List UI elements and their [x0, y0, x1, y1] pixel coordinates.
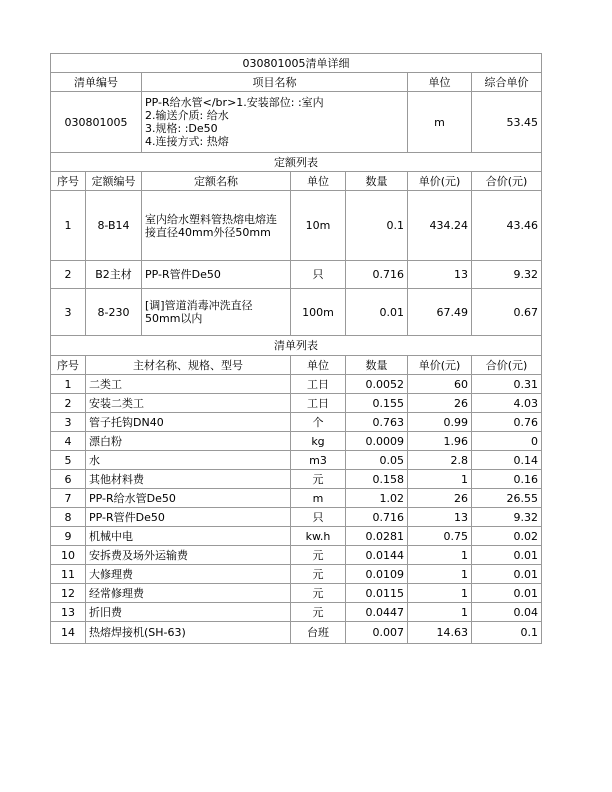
list-qty: 0.763 — [346, 413, 408, 432]
list-price: 14.63 — [408, 622, 472, 644]
list-name: 管子托钩DN40 — [86, 413, 291, 432]
quota-section-title: 定额列表 — [51, 153, 542, 172]
list-price: 0.99 — [408, 413, 472, 432]
list-seq: 8 — [51, 508, 86, 527]
list-unit: m3 — [291, 451, 346, 470]
quota-qty: 0.1 — [346, 191, 408, 261]
list-price: 1 — [408, 470, 472, 489]
list-qty: 0.0447 — [346, 603, 408, 622]
list-total: 0.14 — [472, 451, 542, 470]
list-row — [51, 565, 542, 584]
list-unit: 元 — [291, 565, 346, 584]
item-desc-line: PP-R给水管</br>1.安装部位: :室内 — [145, 96, 324, 109]
list-unit: 台班 — [291, 622, 346, 644]
list-row — [51, 375, 542, 394]
list-unit: m — [291, 489, 346, 508]
list-total: 0 — [472, 432, 542, 451]
list-total: 9.32 — [472, 508, 542, 527]
list-qty-header: 数量 — [346, 356, 408, 375]
quota-code: B2主材 — [86, 261, 142, 289]
quota-row — [51, 289, 542, 336]
list-unit: 元 — [291, 603, 346, 622]
list-price: 0.75 — [408, 527, 472, 546]
list-total: 26.55 — [472, 489, 542, 508]
list-total: 0.01 — [472, 565, 542, 584]
list-total: 0.1 — [472, 622, 542, 644]
list-name: 其他材料费 — [86, 470, 291, 489]
list-seq: 6 — [51, 470, 86, 489]
list-name: 机械中电 — [86, 527, 291, 546]
list-row — [51, 546, 542, 565]
quota-total: 43.46 — [472, 191, 542, 261]
item-unit: m — [408, 92, 472, 153]
quota-code: 8-B14 — [86, 191, 142, 261]
list-seq: 3 — [51, 413, 86, 432]
list-seq: 4 — [51, 432, 86, 451]
list-total: 0.76 — [472, 413, 542, 432]
list-price: 60 — [408, 375, 472, 394]
list-qty: 0.0115 — [346, 584, 408, 603]
list-seq: 12 — [51, 584, 86, 603]
quota-seq: 3 — [51, 289, 86, 336]
bill-detail-table — [50, 53, 542, 644]
list-price: 1 — [408, 603, 472, 622]
list-total: 4.03 — [472, 394, 542, 413]
list-row — [51, 508, 542, 527]
list-seq: 7 — [51, 489, 86, 508]
unit-price-header: 综合单价 — [472, 73, 542, 92]
quota-total: 0.67 — [472, 289, 542, 336]
list-name: 水 — [86, 451, 291, 470]
quota-total: 9.32 — [472, 261, 542, 289]
item-desc-line: 2.输送介质: 给水 — [145, 109, 229, 122]
list-price: 1 — [408, 565, 472, 584]
list-unit: 只 — [291, 508, 346, 527]
quota-name: PP-R管件De50 — [142, 261, 291, 289]
list-row — [51, 622, 542, 644]
list-unit-header: 单位 — [291, 356, 346, 375]
list-seq: 9 — [51, 527, 86, 546]
table-title: 030801005清单详细 — [51, 54, 542, 73]
list-name-header: 主材名称、规格、型号 — [86, 356, 291, 375]
list-price: 1 — [408, 584, 472, 603]
list-price: 26 — [408, 489, 472, 508]
list-qty: 0.05 — [346, 451, 408, 470]
list-row — [51, 584, 542, 603]
list-name: PP-R给水管De50 — [86, 489, 291, 508]
list-price: 2.8 — [408, 451, 472, 470]
list-qty: 0.158 — [346, 470, 408, 489]
quota-unit: 10m — [291, 191, 346, 261]
list-unit: 元 — [291, 584, 346, 603]
list-name: 安拆费及场外运输费 — [86, 546, 291, 565]
list-unit: 工日 — [291, 394, 346, 413]
list-total: 0.01 — [472, 546, 542, 565]
item-description — [142, 92, 408, 153]
quota-qty: 0.716 — [346, 261, 408, 289]
list-name: 安装二类工 — [86, 394, 291, 413]
unit-header: 单位 — [408, 73, 472, 92]
quota-name-header: 定额名称 — [142, 172, 291, 191]
list-seq: 5 — [51, 451, 86, 470]
quota-unit: 只 — [291, 261, 346, 289]
list-row — [51, 470, 542, 489]
quota-name: [调]管道消毒冲洗直径50mm以内 — [142, 289, 291, 336]
list-unit: 元 — [291, 546, 346, 565]
quota-seq-header: 序号 — [51, 172, 86, 191]
list-total: 0.01 — [472, 584, 542, 603]
item-name-header: 项目名称 — [142, 73, 408, 92]
list-seq: 1 — [51, 375, 86, 394]
list-name: 漂白粉 — [86, 432, 291, 451]
list-row — [51, 413, 542, 432]
list-row — [51, 527, 542, 546]
list-unit: 元 — [291, 470, 346, 489]
list-seq: 10 — [51, 546, 86, 565]
quota-qty: 0.01 — [346, 289, 408, 336]
item-desc-line: 3.规格: :De50 — [145, 122, 218, 135]
list-qty: 0.007 — [346, 622, 408, 644]
list-total: 0.16 — [472, 470, 542, 489]
list-price-header: 单价(元) — [408, 356, 472, 375]
quota-unit: 100m — [291, 289, 346, 336]
list-price: 1 — [408, 546, 472, 565]
quota-qty-header: 数量 — [346, 172, 408, 191]
list-unit: 工日 — [291, 375, 346, 394]
quota-unit-header: 单位 — [291, 172, 346, 191]
list-price: 1.96 — [408, 432, 472, 451]
list-qty: 0.0281 — [346, 527, 408, 546]
list-unit: kg — [291, 432, 346, 451]
list-section-title: 清单列表 — [51, 336, 542, 356]
bill-code: 030801005 — [51, 92, 142, 153]
list-seq: 14 — [51, 622, 86, 644]
list-qty: 0.155 — [346, 394, 408, 413]
quota-price: 13 — [408, 261, 472, 289]
quota-price: 67.49 — [408, 289, 472, 336]
list-seq-header: 序号 — [51, 356, 86, 375]
quota-code-header: 定额编号 — [86, 172, 142, 191]
list-price: 13 — [408, 508, 472, 527]
list-name: 折旧费 — [86, 603, 291, 622]
quota-total-header: 合价(元) — [472, 172, 542, 191]
list-qty: 0.0144 — [346, 546, 408, 565]
quota-price-header: 单价(元) — [408, 172, 472, 191]
list-total-header: 合价(元) — [472, 356, 542, 375]
quota-row — [51, 261, 542, 289]
list-qty: 0.0009 — [346, 432, 408, 451]
list-row — [51, 603, 542, 622]
list-qty: 0.0052 — [346, 375, 408, 394]
list-price: 26 — [408, 394, 472, 413]
item-desc-line: 4.连接方式: 热熔 — [145, 135, 229, 148]
list-total: 0.04 — [472, 603, 542, 622]
list-name: PP-R管件De50 — [86, 508, 291, 527]
list-unit: 个 — [291, 413, 346, 432]
quota-code: 8-230 — [86, 289, 142, 336]
list-seq: 2 — [51, 394, 86, 413]
list-total: 0.02 — [472, 527, 542, 546]
quota-seq: 1 — [51, 191, 86, 261]
quota-row — [51, 191, 542, 261]
list-qty: 0.0109 — [346, 565, 408, 584]
list-total: 0.31 — [472, 375, 542, 394]
quota-name: 室内给水塑料管热熔电熔连接直径40mm外径50mm — [142, 191, 291, 261]
list-name: 二类工 — [86, 375, 291, 394]
list-name: 经常修理费 — [86, 584, 291, 603]
quota-price: 434.24 — [408, 191, 472, 261]
bill-code-header: 清单编号 — [51, 73, 142, 92]
list-seq: 11 — [51, 565, 86, 584]
list-row — [51, 489, 542, 508]
list-qty: 1.02 — [346, 489, 408, 508]
item-unit-price: 53.45 — [472, 92, 542, 153]
list-name: 大修理费 — [86, 565, 291, 584]
quota-seq: 2 — [51, 261, 86, 289]
list-name: 热熔焊接机(SH-63) — [86, 622, 291, 644]
list-qty: 0.716 — [346, 508, 408, 527]
list-row — [51, 432, 542, 451]
list-unit: kw.h — [291, 527, 346, 546]
list-row — [51, 451, 542, 470]
list-seq: 13 — [51, 603, 86, 622]
list-row — [51, 394, 542, 413]
